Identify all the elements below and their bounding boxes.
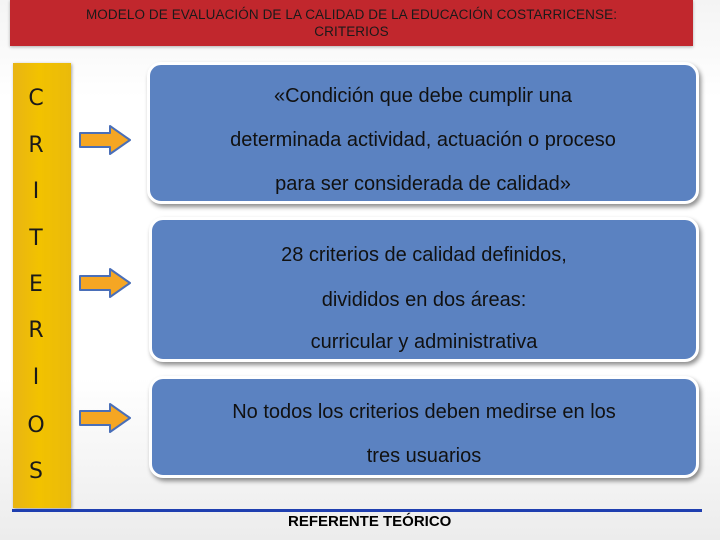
side-letter-i: I [32,365,40,390]
side-letter-r: R [28,133,44,158]
users-note-line-1: No todos los criterios deben medirse en los [232,401,616,423]
criteria-count-box [149,217,699,362]
side-letter-t: T [29,226,43,251]
side-letter-s: S [29,459,43,484]
side-letter-i: I [32,179,40,204]
side-letter-e: E [29,272,43,297]
title-line-1: MODELO DE EVALUACIÓN DE LA CALIDAD DE LA EDUCACIÓN COSTARRICENSE: [85,7,618,22]
title-bar [10,0,693,46]
right-arrow-icon [79,403,131,433]
criterios-vertical-column [13,63,71,508]
right-arrow-icon [79,125,131,155]
side-letter-o: O [27,413,45,438]
title-line-2: CRITERIOS [314,24,389,39]
side-letter-c: C [28,86,44,111]
footer-label: REFERENTE TEÓRICO [288,513,452,530]
users-note-line-2: tres usuarios [366,445,482,467]
definition-line-2: determinada actividad, actuación o proceso [230,129,616,151]
definition-box [147,62,699,204]
users-note-box [149,376,699,478]
criteria-count-line-1: 28 criterios de calidad definidos, [281,244,567,266]
definition-line-3: para ser considerada de calidad» [275,173,571,195]
right-arrow-icon [79,268,131,298]
criteria-count-line-2: divididos en dos áreas: [321,289,527,311]
side-letter-r: R [28,318,44,343]
definition-line-1: «Condición que debe cumplir una [274,85,572,107]
bottom-divider [12,509,702,512]
criteria-count-line-3: curricular y administrativa [310,331,538,353]
